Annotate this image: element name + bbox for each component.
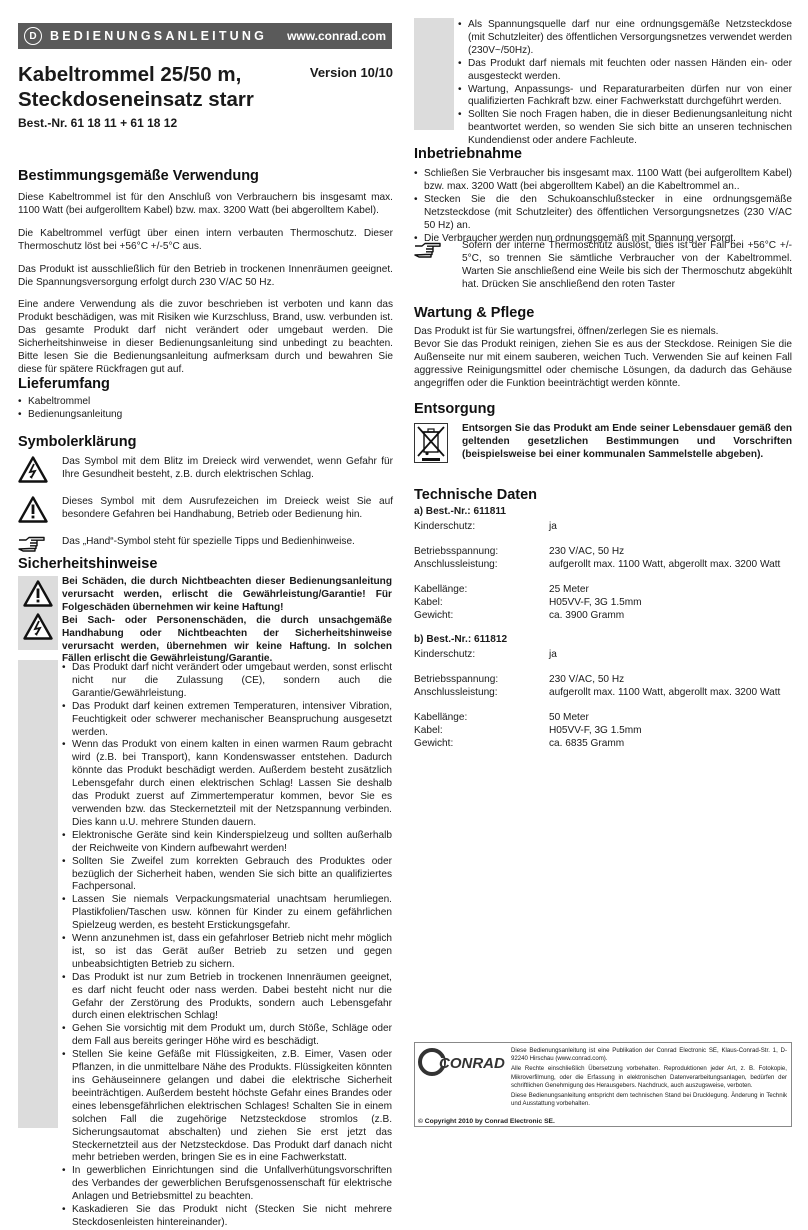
safety-item: • Lassen Sie niemals Verpackungsmaterial unachtsam herumliegen. Plastikfolien/Taschen usw. können für Kinder zu einem gefährlichen Spielzeug werden, es besteht Erstickungsgefahr.: [62, 894, 392, 933]
spec-title-a: a) Best.-Nr.: 611811: [414, 506, 507, 517]
paragraph: Bevor Sie das Produkt reinigen, ziehen Sie es aus der Steckdose. Reinigen Sie die Außenseite nur mit einem sauberen, weichen Tuch. Verwenden Sie auf keinen Fall aggressive Reinigungsmittel oder chemische Lösungen, da dadurch das Gehäuse angegriffen oder die Funktion beeinträchtigt werden könnte.: [414, 338, 792, 389]
legal-text: [511, 1047, 787, 1110]
spec-value: H05VV-F, 3G 1.5mm: [549, 596, 642, 608]
title-block: [18, 62, 393, 130]
spec-value: ja: [549, 521, 557, 532]
paragraph: Diese Kabeltrommel ist für den Anschluß von Verbrauchern bis insgesamt max. 1100 Watt (bei aufgerolltem Kabel) bzw. max. 3200 Watt (bei abgerolltem Kabel).: [18, 192, 393, 216]
warning-text: Bei Schäden, die durch Nichtbeachten dieser Bedienungsanleitung verursacht werden, erlischt die Gewährleistung/Garantie! Für Folgeschäden übernehmen wir keine Haftung!: [62, 576, 392, 613]
list-item: • Bedienungsanleitung: [18, 409, 393, 422]
scope-list: [18, 396, 393, 422]
exclamation-warning-icon: [18, 496, 50, 528]
spec-key: Gewicht:: [414, 609, 454, 621]
safety-warnings: [62, 576, 392, 666]
list-item: • Die Verbraucher werden nun ordnungsgemäß mit Spannung versorgt.: [414, 233, 792, 246]
spec-value: aufgerollt max. 1100 Watt, abgerollt max. 3200 Watt: [549, 687, 781, 699]
spec-key: Gewicht:: [414, 737, 454, 749]
spec-key: Kabel:: [414, 725, 443, 737]
logo-text: CONRAD: [439, 1055, 505, 1072]
exclamation-warning-icon: [23, 580, 53, 607]
section-scope: [18, 376, 393, 422]
safety-item: • Kaskadieren Sie das Produkt nicht (Stecken Sie nicht mehrere Steckdosenleisten hintereinander).: [62, 1204, 392, 1230]
safety-icon-box: [18, 576, 58, 650]
safety-list-right: [458, 19, 792, 148]
spec-value: 25 Meter: [549, 583, 589, 595]
spec-value: ja: [549, 649, 557, 661]
heading-intended-use: Bestimmungsgemäße Verwendung: [18, 168, 259, 184]
legal-paragraph: Alle Rechte einschließlich Übersetzung vorbehalten. Reproduktionen jeder Art, z. B. Fotokopie, Mikroverfilmung, oder die Erfassung in elektronischen Datenverarbeitungsanlagen, bedürfen der schriftlichen Genehmigung des Herausgebers. Nachdruck, auch auszugsweise, verboten.: [511, 1065, 787, 1090]
paragraph: Eine andere Verwendung als die zuvor beschrieben ist verboten und kann das Produkt beschädigen, was mit Risiken wie Kurzschluss, Brand, usw. verbunden ist. Das gesamte Produkt darf nicht verändert oder umgebaut werden. Die Sicherheitshinweise in dieser Bedienungsanleitung sind unbedingt zu beachten. Bitte lesen Sie die Bedienungsanleitung aufmerksam durch und bewahren Sie diese für spätere Rückfragen gut auf.: [18, 299, 393, 375]
pointing-hand-icon: [18, 536, 50, 557]
manual-label: BEDIENUNGSANLEITUNG: [50, 29, 268, 43]
section-disposal: [414, 401, 792, 468]
doc-title-line2: Steckdoseneinsatz starr: [18, 88, 254, 111]
footer-imprint: [414, 1042, 792, 1127]
spec-key: Kabellänge:: [414, 712, 468, 724]
spec-key: Betriebsspannung:: [414, 674, 499, 686]
safety-list-left: [62, 662, 392, 1230]
lightning-warning-icon: [18, 456, 50, 488]
tip-text: Sofern der interne Thermoschutz auslöst, dies ist der Fall bei +56°C +/- 5°C, so trennen Sie sämtliche Verbraucher von der Kabeltrommel. Warten Sie anschließend eine Weile bis sich der Thermoschutz abgekühlt hat. Drücken Sie anschließend den roten Taster: [462, 240, 792, 290]
section-intended-use: [18, 168, 393, 377]
version-label: Version 10/10: [309, 65, 393, 80]
heading-tech: Technische Daten: [414, 487, 538, 503]
spec-value: 50 Meter: [549, 712, 589, 724]
website-link[interactable]: www.conrad.com: [287, 29, 386, 43]
heading-disposal: Entsorgung: [414, 401, 496, 417]
spec-table-b: [414, 649, 792, 750]
symbol-row-hand: [18, 536, 393, 557]
heading-commissioning: Inbetriebnahme: [414, 146, 522, 162]
safety-item: • Das Produkt darf keinen extremen Temperaturen, intensiver Vibration, Feuchtigkeit oder schwerer mechanischer Beanspruchung ausgesetzt werden.: [62, 701, 392, 740]
spec-key: Kinderschutz:: [414, 649, 476, 661]
safety-item: • Sollten Sie noch Fragen haben, die in dieser Bedienungsanleitung nicht beantwortet werden, so wenden Sie sich bitte an unseren technischen Kundendienst oder andere Fachleute.: [458, 109, 792, 148]
safety-side-bar-right: [414, 18, 454, 130]
paragraph: Das Produkt ist für Sie wartungsfrei, öffnen/zerlegen Sie es niemals.: [414, 326, 719, 337]
list-item: • Kabeltrommel: [18, 396, 393, 409]
heading-symbols: Symbolerklärung: [18, 434, 137, 450]
header-bar: [18, 23, 392, 49]
safety-item: • Das Produkt ist nur zum Betrieb in trockenen Innenräumen geeignet, es darf nicht feucht oder nass werden. Dabei besteht nicht nur die Gefahr der Zerstörung des Produkts, sondern auch Lebensgefahr durch einen elektrischen Schlag!: [62, 972, 392, 1024]
safety-item: • Das Produkt darf niemals mit feuchten oder nassen Händen ein- oder ausgesteckt werden.: [458, 58, 792, 84]
spec-title-b: b) Best.-Nr.: 611812: [414, 634, 508, 646]
legal-paragraph: Diese Bedienungsanleitung ist eine Publikation der Conrad Electronic SE, Klaus-Conrad-Str. 1, D-92240 Hirschau (www.conrad.com).: [511, 1047, 787, 1063]
symbol-row-lightning: [18, 456, 393, 488]
safety-item: • Elektronische Geräte sind kein Kinderspielzeug und sollten außerhalb der Reichweite von Kindern aufbewahrt werden!: [62, 830, 392, 856]
spec-key: Betriebsspannung:: [414, 545, 499, 557]
copyright: © Copyright 2010 by Conrad Electronic SE.: [418, 1118, 555, 1125]
conrad-logo: [419, 1047, 507, 1079]
symbol-row-exclamation: [18, 496, 393, 528]
safety-item: • In gewerblichen Einrichtungen sind die Unfallverhütungsvorschriften des Verbandes der gewerblichen Berufsgenossenschaft für elektrische Anlagen und Betriebsmittel zu beachten.: [62, 1165, 392, 1204]
safety-side-bar: [18, 660, 58, 1128]
safety-item: • Das Produkt darf nicht verändert oder umgebaut werden, sonst erlischt nicht nur die Zulassung (CE), sondern auch die Garantie/Gewährleistung.: [62, 662, 392, 701]
section-maintenance: [414, 305, 792, 391]
section-commissioning: [414, 146, 792, 245]
spec-value: 230 V/AC, 50 Hz: [549, 545, 625, 557]
lightning-warning-icon: [23, 613, 53, 640]
spec-value: H05VV-F, 3G 1.5mm: [549, 725, 642, 737]
safety-item: • Stellen Sie keine Gefäße mit Flüssigkeiten, z.B. Eimer, Vasen oder Pflanzen, in die unmittelbare Nähe des Produkts. Flüssigkeiten könnten ins Gehäuseinnere gelangen und dabei die elektrische Sicherheit beeinträchtigen. Außerdem besteht höchste Gefahr eines Brandes oder eines lebensgefährlichen elektrischen Schlages! Schalten Sie in einem solchen Fall die zugehörige Netzsteckdose stromlos (z.B. Sicherungsautomat abschalten) und ziehen Sie erst jetzt das Steckernetzteil aus der Netzsteckdose. Das Produkt darf danach nicht mehr betrieben werden, bringen Sie es in eine Fachwerkstatt.: [62, 1049, 392, 1165]
paragraph: Die Kabeltrommel verfügt über einen intern verbauten Thermoschutz. Dieser Thermoschutz löst bei +56°C +/-5°C aus.: [18, 227, 393, 252]
spec-value: aufgerollt max. 1100 Watt, abgerollt max. 3200 Watt: [549, 558, 781, 570]
spec-key: Anschlussleistung:: [414, 687, 498, 699]
spec-key: Kabellänge:: [414, 583, 468, 595]
safety-item: • Wenn das Produkt von einem kalten in einen warmen Raum gebracht wird (z.B. bei Transport), kann Kondenswasser entstehen. Dadurch könnte das Produkt beschädigt werden. Außerdem besteht zusätzlich Lebensgefahr durch einen elektrischen Schlag! Lassen Sie deshalb das Produkt zuerst auf Zimmertemperatur kommen, bevor Sie es verwenden bzw. das Steckernetzteil mit der Netzspannung verbinden. Dies kann u.U. mehrere Stunden dauern.: [62, 739, 392, 829]
heading-maintenance: Wartung & Pflege: [414, 305, 535, 321]
warning-text: Bei Sach- oder Personenschäden, die durch unsachgemäße Handhabung oder Nichtbeachten der Sicherheitshinweise verursacht werden, übernehmen wir keine Haftung. In solchen Fällen erlischt die Gewährleistung/Garantie.: [62, 614, 392, 665]
safety-item: • Wartung, Anpassungs- und Reparaturarbeiten dürfen nur von einer qualifizierten Fachkraft bzw. einer Fachwerkstatt durchgeführt werden.: [458, 84, 792, 110]
order-number: Best.-Nr. 61 18 11 + 61 18 12: [18, 116, 178, 130]
safety-item: • Gehen Sie vorsichtig mit dem Produkt um, durch Stöße, Schläge oder dem Fall aus bereits geringer Höhe wird es beschädigt.: [62, 1023, 392, 1049]
doc-title-line1: Kabeltrommel 25/50 m,: [18, 63, 242, 86]
symbol-text: Das „Hand“-Symbol steht für spezielle Tipps und Bedienhinweise.: [62, 536, 355, 547]
paragraph: Das Produkt ist ausschließlich für den Betrieb in trockenen Innenräumen geeignet. Die Spannungsversorgung erfolgt durch 230 V/AC 50 Hz.: [18, 263, 393, 288]
safety-item: • Als Spannungsquelle darf nur eine ordnungsgemäße Netzsteckdose (mit Schutzleiter) des öffentlichen Versorgungsnetzes verwendet werden (230V~/50Hz).: [458, 19, 792, 58]
spec-key: Anschlussleistung:: [414, 558, 498, 570]
safety-item: • Sollten Sie Zweifel zum korrekten Gebrauch des Produktes oder bezüglich der Sicherheit haben, wenden Sie sich bitte an qualifiziertes Fachpersonal.: [62, 856, 392, 895]
crossed-bin-icon: [414, 423, 462, 468]
list-item: • Stecken Sie die den Schukoanschlußstecker in eine ordnungsgemäße Netzsteckdose (mit Schutzleiter) des öffentlichen Versorgungsnetzes (230 V/AC 50 Hz) an.: [414, 194, 792, 233]
disposal-text: Entsorgen Sie das Produkt am Ende seiner Lebensdauer gemäß den geltenden gesetzlichen Bestimmungen und Vorschriften (beispielsweise bei einer kommunalen Sammelstelle abgeben).: [462, 423, 792, 460]
pointing-hand-icon: [414, 240, 462, 292]
spec-table-a: [414, 521, 792, 622]
heading-safety: Sicherheitshinweise: [18, 556, 158, 572]
legal-paragraph: Diese Bedienungsanleitung entspricht dem technischen Stand bei Drucklegung. Änderung in Technik und Ausstattung vorbehalten.: [511, 1092, 787, 1108]
heading-scope: Lieferumfang: [18, 376, 110, 392]
spec-key: Kinderschutz:: [414, 521, 476, 532]
safety-item: • Wenn anzunehmen ist, dass ein gefahrloser Betrieb nicht mehr möglich ist, so ist das Gerät außer Betrieb zu setzen und gegen unbeabsichtigten Betrieb zu sichern.: [62, 933, 392, 972]
section-symbols: [18, 434, 393, 565]
spec-key: Kabel:: [414, 596, 443, 608]
spec-value: ca. 6835 Gramm: [549, 737, 625, 749]
list-item: • Schließen Sie Verbraucher bis insgesamt max. 1100 Watt (bei aufgerolltem Kabel) bzw. max. 3200 Watt (bei abgerolltem Kabel) an die Kabeltrommel an..: [414, 168, 792, 194]
commissioning-tip: [414, 240, 792, 292]
spec-value: 230 V/AC, 50 Hz: [549, 674, 625, 686]
spec-value: ca. 3900 Gramm: [549, 609, 625, 621]
symbol-text: Dieses Symbol mit dem Ausrufezeichen im Dreieck weist Sie auf besondere Gefahren bei Handhabung, Betrieb oder Bedienung hin.: [62, 496, 393, 520]
symbol-text: Das Symbol mit dem Blitz im Dreieck wird verwendet, wenn Gefahr für Ihre Gesundheit besteht, z.B. durch elektrischen Schlag.: [62, 456, 393, 480]
language-badge: D: [24, 27, 42, 45]
section-tech: [414, 487, 792, 751]
